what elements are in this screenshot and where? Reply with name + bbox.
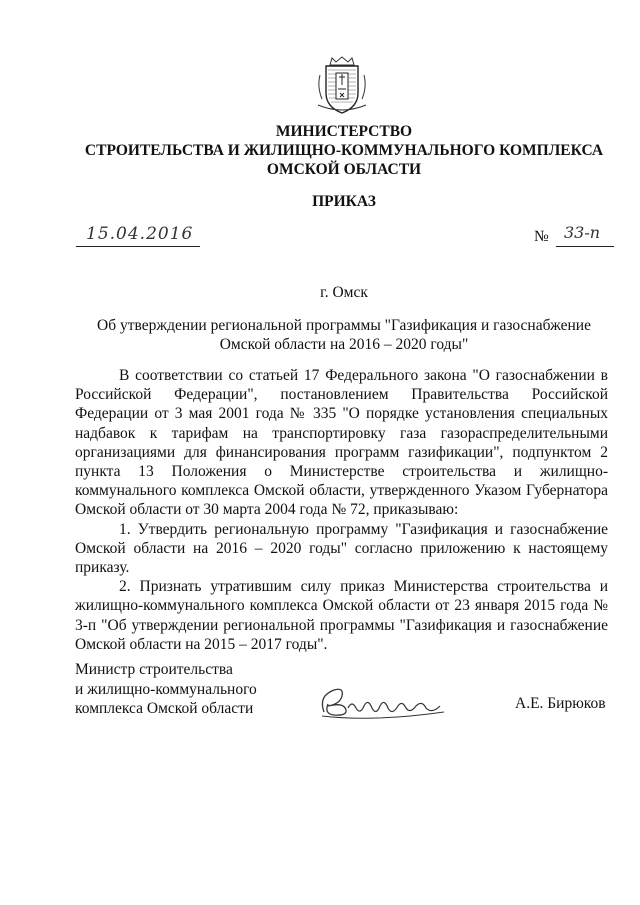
city: г. Омск	[320, 284, 368, 301]
handwritten-date: 15.04.2016	[86, 224, 194, 244]
omsk-coat-of-arms-icon	[314, 55, 370, 117]
ministry-line-3: ОМСКОЙ ОБЛАСТИ	[266, 161, 422, 178]
signer-position-line-1: Министр строительства	[75, 661, 233, 678]
order-subject	[75, 316, 613, 354]
ministry-name	[40, 122, 640, 179]
handwritten-number: 33-п	[564, 223, 601, 242]
date-field	[76, 226, 200, 247]
ministry-line-2: СТРОИТЕЛЬСТВА И ЖИЛИЩНО-КОММУНАЛЬНОГО КОМПЛЕКСА	[84, 142, 604, 159]
signer-position-line-2: и жилищно-коммунального	[75, 680, 257, 698]
signer-position-line-3: комплекса Омской области	[75, 700, 254, 717]
body-paragraph-item-1: 1. Утвердить региональную программу "Газификация и газоснабжение Омской области на 2016 – 2020 годы" согласно приложению к настоящему приказу.	[75, 520, 608, 577]
signer-position	[75, 660, 257, 719]
document-type: ПРИКАЗ	[312, 193, 376, 210]
number-label: №	[534, 228, 549, 245]
number-underline	[556, 223, 614, 247]
subject-line-2: Омской области на 2016 – 2020 годы"	[219, 336, 469, 353]
ministry-line-1: МИНИСТЕРСТВО	[275, 123, 413, 140]
handwritten-signature	[314, 682, 464, 722]
body-paragraph-preamble: В соответствии со статьей 17 Федерального закона "О газоснабжении в Российской Федерации", постановлением Правительства Российской Федерации от 3 мая 2001 года № 335 "О порядке установления специальных надбавок к тарифам на транспортировку газа газораспределительными организациями для финансирования программ газификации", подпунктом 2 пункта 13 Положения о Министерстве строительства и жилищно-коммунального комплекса Омской области, утвержденного Указом Губернатора Омской области от 30 марта 2004 года № 72, приказываю:	[75, 367, 608, 519]
subject-line-1: Об утверждении региональной программы "Газификация и газоснабжение	[97, 317, 591, 334]
body-paragraph-item-2: 2. Признать утратившим силу приказ Министерства строительства и жилищно-коммунального комплекса Омской области от 23 января 2015 года № 3-п "Об утверждении региональной программы "Газификация и газоснабжение Омской области на 2015 – 2017 годы".	[75, 578, 608, 653]
signer-name: А.Е. Бирюков	[515, 695, 606, 712]
number-field	[534, 223, 614, 246]
order-body	[75, 366, 608, 654]
